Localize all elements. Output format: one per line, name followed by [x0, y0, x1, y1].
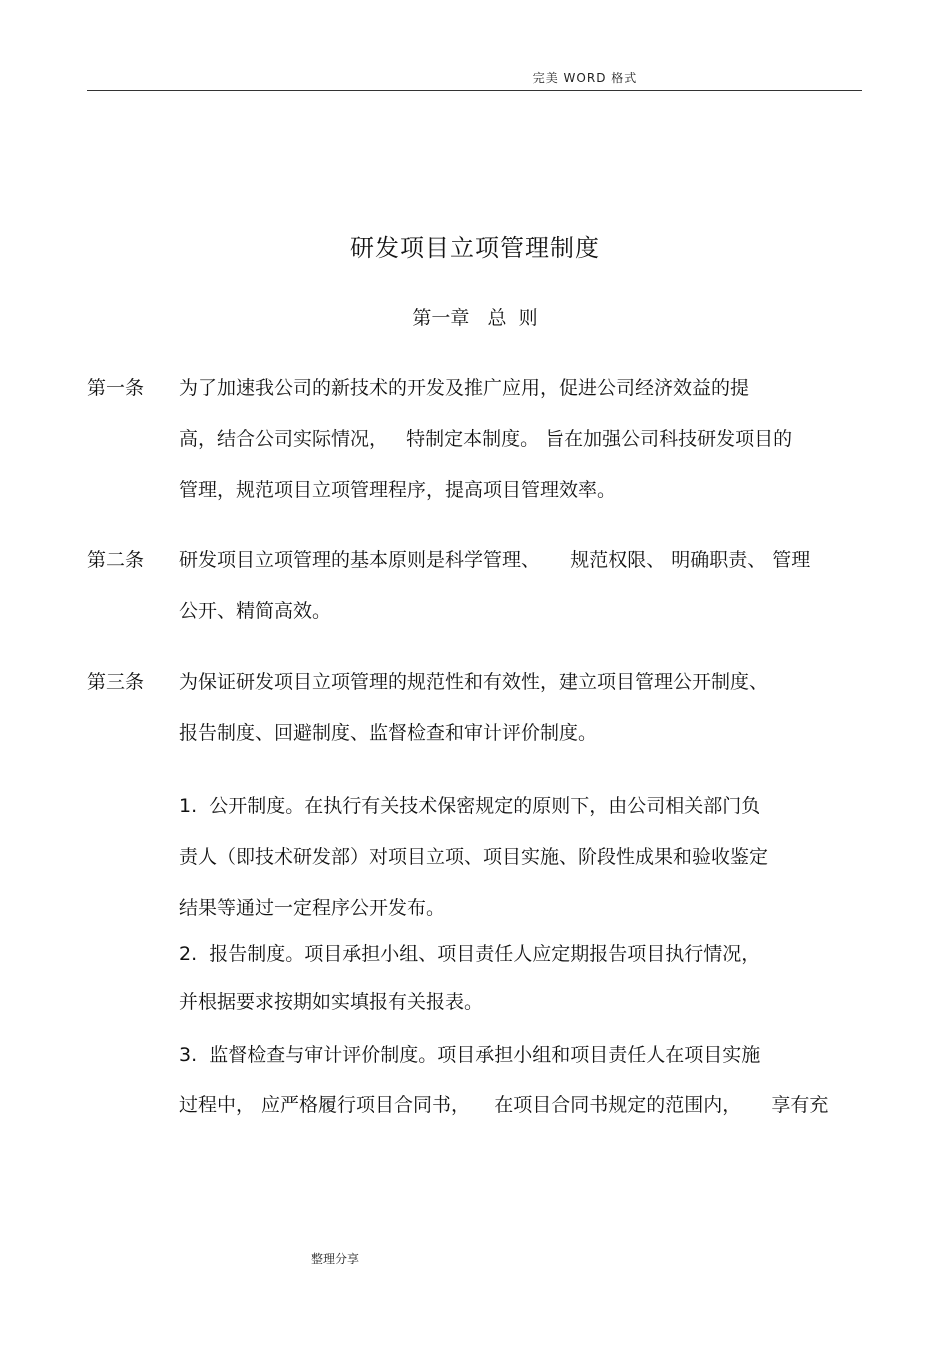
document-title: 研发项目立项管理制度: [350, 234, 600, 262]
article-line: 管理，规范项目立项管理程序，提高项目管理效率。: [179, 479, 617, 501]
list-item-line: 责人（即技术研发部）对项目立项、项目实施、阶段性成果和验收鉴定: [179, 846, 769, 868]
article-line: 研发项目立项管理的基本原则是科学管理、 规范权限、 明确职责、 管理: [179, 549, 811, 571]
article-line: 高，结合公司实际情况， 特制定本制度。 旨在加强公司科技研发项目的: [179, 428, 793, 450]
list-item-line: 2. 报告制度。项目承担小组、项目责任人应定期报告项目执行情况，: [179, 943, 761, 965]
list-item-line: 并根据要求按期如实填报有关报表。: [179, 991, 484, 1013]
chapter-heading: 第一章 总 则: [412, 307, 538, 329]
article-label: 第二条: [87, 549, 145, 571]
article-line: 为了加速我公司的新技术的开发及推广应用，促进公司经济效益的提: [179, 377, 750, 399]
page-footer-text: 整理分享: [311, 1252, 360, 1266]
header-divider: [87, 90, 862, 91]
list-item-line: 结果等通过一定程序公开发布。: [179, 897, 446, 919]
article-label: 第三条: [87, 671, 145, 693]
page-header-text: 完美 WORD 格式: [532, 71, 638, 85]
article-line: 为保证研发项目立项管理的规范性和有效性，建立项目管理公开制度、: [179, 671, 769, 693]
article-label: 第一条: [87, 377, 145, 399]
article-line: 报告制度、回避制度、监督检查和审计评价制度。: [179, 722, 598, 744]
list-item-line: 过程中， 应严格履行项目合同书， 在项目合同书规定的范围内， 享有充: [179, 1094, 829, 1116]
article-line: 公开、精简高效。: [179, 600, 332, 622]
list-item-line: 3. 监督检查与审计评价制度。项目承担小组和项目责任人在项目实施: [179, 1044, 761, 1066]
list-item-line: 1. 公开制度。在执行有关技术保密规定的原则下，由公司相关部门负: [179, 795, 761, 817]
